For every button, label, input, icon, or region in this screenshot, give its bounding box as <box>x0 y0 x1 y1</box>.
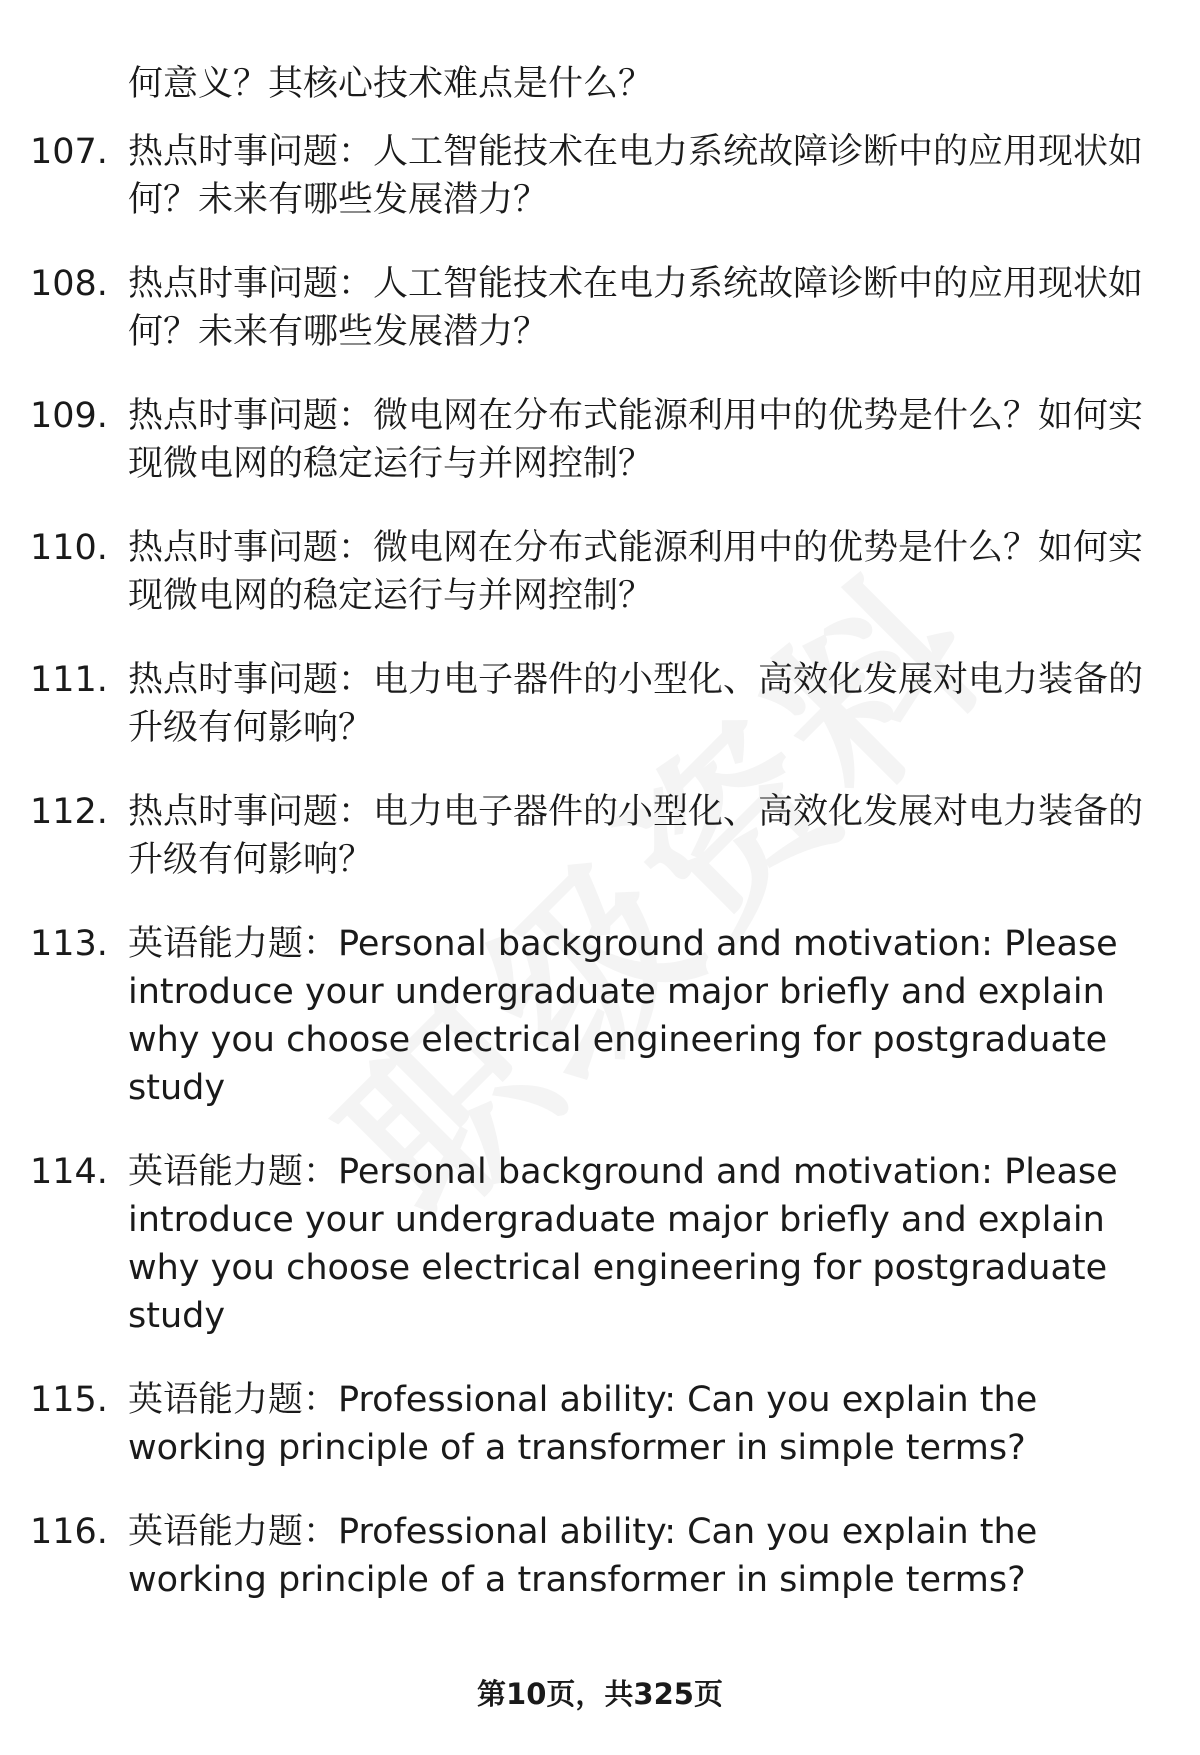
continued-question-text: 何意义？其核心技术难点是什么？ <box>128 64 654 104</box>
page-footer: 第10页，共325页 <box>477 1677 723 1711</box>
question-number: 108. <box>30 264 108 304</box>
question-item <box>30 392 1144 488</box>
question-text: 热点时事问题：微电网在分布式能源利用中的优势是什么？如何实现微电网的稳定运行与并网控制？ <box>128 396 1144 484</box>
question-item <box>30 788 1144 884</box>
question-number: 113. <box>30 924 108 964</box>
question-item <box>30 1508 1140 1604</box>
question-text: 热点时事问题：人工智能技术在电力系统故障诊断中的应用现状如何？未来有哪些发展潜力？ <box>128 132 1144 220</box>
question-text: 热点时事问题：微电网在分布式能源利用中的优势是什么？如何实现微电网的稳定运行与并网控制？ <box>128 528 1144 616</box>
question-number: 114. <box>30 1152 108 1192</box>
question-text: 热点时事问题：人工智能技术在电力系统故障诊断中的应用现状如何？未来有哪些发展潜力？ <box>128 264 1144 352</box>
question-item <box>30 128 1144 224</box>
question-item <box>30 524 1144 620</box>
question-item <box>30 1376 1140 1472</box>
question-number: 116. <box>30 1512 108 1552</box>
question-item <box>30 260 1144 356</box>
question-text: 英语能力题：Professional ability: Can you explain the working principle of a transformer in simple terms? <box>128 1380 1038 1468</box>
question-number: 115. <box>30 1380 108 1420</box>
question-number: 107. <box>30 132 108 172</box>
question-item <box>30 656 1144 752</box>
question-number: 112. <box>30 792 108 832</box>
question-number: 110. <box>30 528 108 568</box>
question-item <box>30 1148 1140 1340</box>
question-text: 热点时事问题：电力电子器件的小型化、高效化发展对电力装备的升级有何影响？ <box>128 660 1144 748</box>
question-text: 英语能力题：Personal background and motivation: Please introduce your undergraduate major briefly and explain why you choose electrical engineering for postgraduate study <box>128 1152 1118 1336</box>
question-text: 英语能力题：Professional ability: Can you explain the working principle of a transformer in simple terms? <box>128 1512 1038 1600</box>
question-item <box>30 920 1140 1112</box>
question-number: 111. <box>30 660 108 700</box>
question-number: 109. <box>30 396 108 436</box>
question-text: 热点时事问题：电力电子器件的小型化、高效化发展对电力装备的升级有何影响？ <box>128 792 1144 880</box>
question-text: 英语能力题：Personal background and motivation: Please introduce your undergraduate major briefly and explain why you choose electrical engineering for postgraduate study <box>128 924 1118 1108</box>
